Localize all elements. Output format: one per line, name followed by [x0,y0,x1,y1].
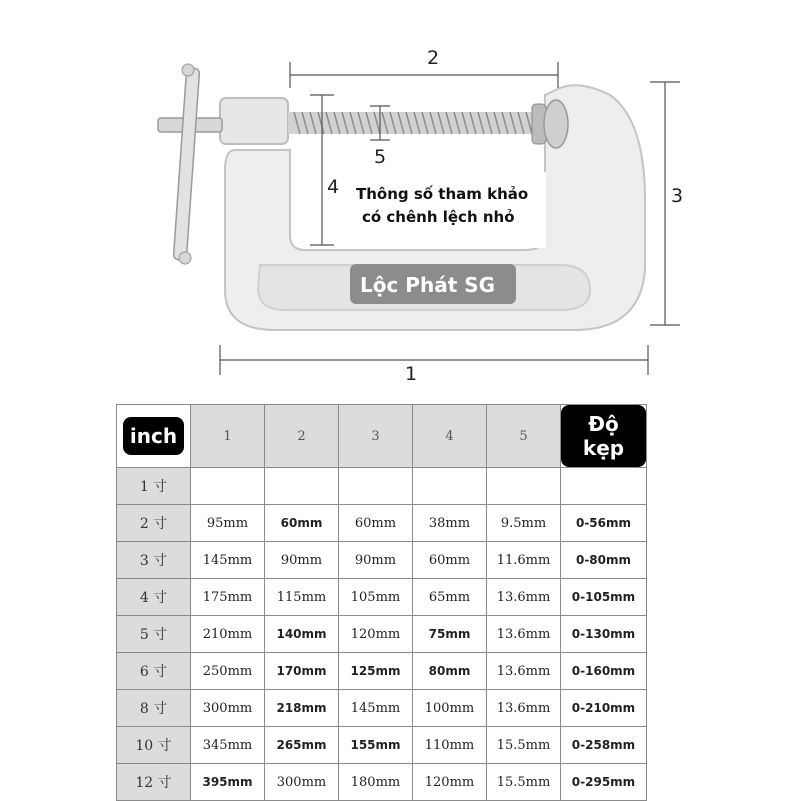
cell: 90mm [339,542,413,579]
row-size: 6 寸 [117,653,191,690]
dimension-label-4: 4 [327,176,340,198]
cell: 170mm [265,653,339,690]
cell: 9.5mm [487,505,561,542]
col-header-4: 4 [413,405,487,468]
cell: 110mm [413,727,487,764]
cell: 75mm [413,616,487,653]
cell: 300mm [265,764,339,801]
cell: 250mm [191,653,265,690]
dimension-label-2: 2 [427,47,440,69]
cell: 210mm [191,616,265,653]
clamp-cell: 0-295mm [561,764,647,801]
cell: 90mm [265,542,339,579]
cell: 13.6mm [487,616,561,653]
cell: 95mm [191,505,265,542]
cell: 15.5mm [487,764,561,801]
clamp-cell: 0-160mm [561,653,647,690]
cell: 300mm [191,690,265,727]
col-header-3: 3 [339,405,413,468]
table-header-row [117,405,647,468]
dimension-label-1: 1 [405,363,418,385]
clamp-cell: 0-130mm [561,616,647,653]
clamp-cell: 0-80mm [561,542,647,579]
cell: 15.5mm [487,727,561,764]
inch-badge: inch [123,417,184,455]
cell: 125mm [339,653,413,690]
table-row [117,616,647,653]
cell: 140mm [265,616,339,653]
cell: 180mm [339,764,413,801]
col-header-1: 1 [191,405,265,468]
cell: 13.6mm [487,690,561,727]
cell: 60mm [265,505,339,542]
table-row [117,690,647,727]
table-row [117,653,647,690]
cell: 395mm [191,764,265,801]
cell: 13.6mm [487,579,561,616]
cell: 60mm [339,505,413,542]
table-row [117,727,647,764]
col-header-5: 5 [487,405,561,468]
cell: 218mm [265,690,339,727]
cell: 65mm [413,579,487,616]
row-size: 5 寸 [117,616,191,653]
clamp-cell: 0-105mm [561,579,647,616]
row-size: 4 寸 [117,579,191,616]
cell: 145mm [339,690,413,727]
cell: 145mm [191,542,265,579]
table-row [117,505,647,542]
row-size: 8 寸 [117,690,191,727]
cell: 60mm [413,542,487,579]
clamp-header-cell [561,405,647,468]
clamp-badge: Độ kẹp [561,405,646,467]
c-clamp-diagram [0,0,800,400]
cell: 105mm [339,579,413,616]
row-size: 10 寸 [117,727,191,764]
corner-cell [117,405,191,468]
cell: 100mm [413,690,487,727]
row-size: 2 寸 [117,505,191,542]
col-header-2: 2 [265,405,339,468]
brand-text: Lộc Phát SG [360,273,496,297]
cell [265,468,339,505]
table-row [117,542,647,579]
clamp-cell [561,468,647,505]
cell: 265mm [265,727,339,764]
cell [413,468,487,505]
row-size: 12 寸 [117,764,191,801]
dimension-label-5: 5 [374,146,387,168]
cell [487,468,561,505]
cell: 11.6mm [487,542,561,579]
cell: 120mm [339,616,413,653]
table-row [117,764,647,801]
row-size: 3 寸 [117,542,191,579]
table-row [117,579,647,616]
cell: 13.6mm [487,653,561,690]
clamp-cell: 0-258mm [561,727,647,764]
note-line-2: có chênh lệch nhỏ [362,208,515,226]
note-line-1: Thông số tham khảo [356,185,529,203]
cell [339,468,413,505]
cell: 175mm [191,579,265,616]
cell [191,468,265,505]
dimension-label-3: 3 [671,185,684,207]
clamp-cell: 0-56mm [561,505,647,542]
cell: 120mm [413,764,487,801]
cell: 115mm [265,579,339,616]
cell: 38mm [413,505,487,542]
spec-table [116,404,647,801]
clamp-cell: 0-210mm [561,690,647,727]
cell: 155mm [339,727,413,764]
cell: 80mm [413,653,487,690]
row-size: 1 寸 [117,468,191,505]
cell: 345mm [191,727,265,764]
table-row [117,468,647,505]
